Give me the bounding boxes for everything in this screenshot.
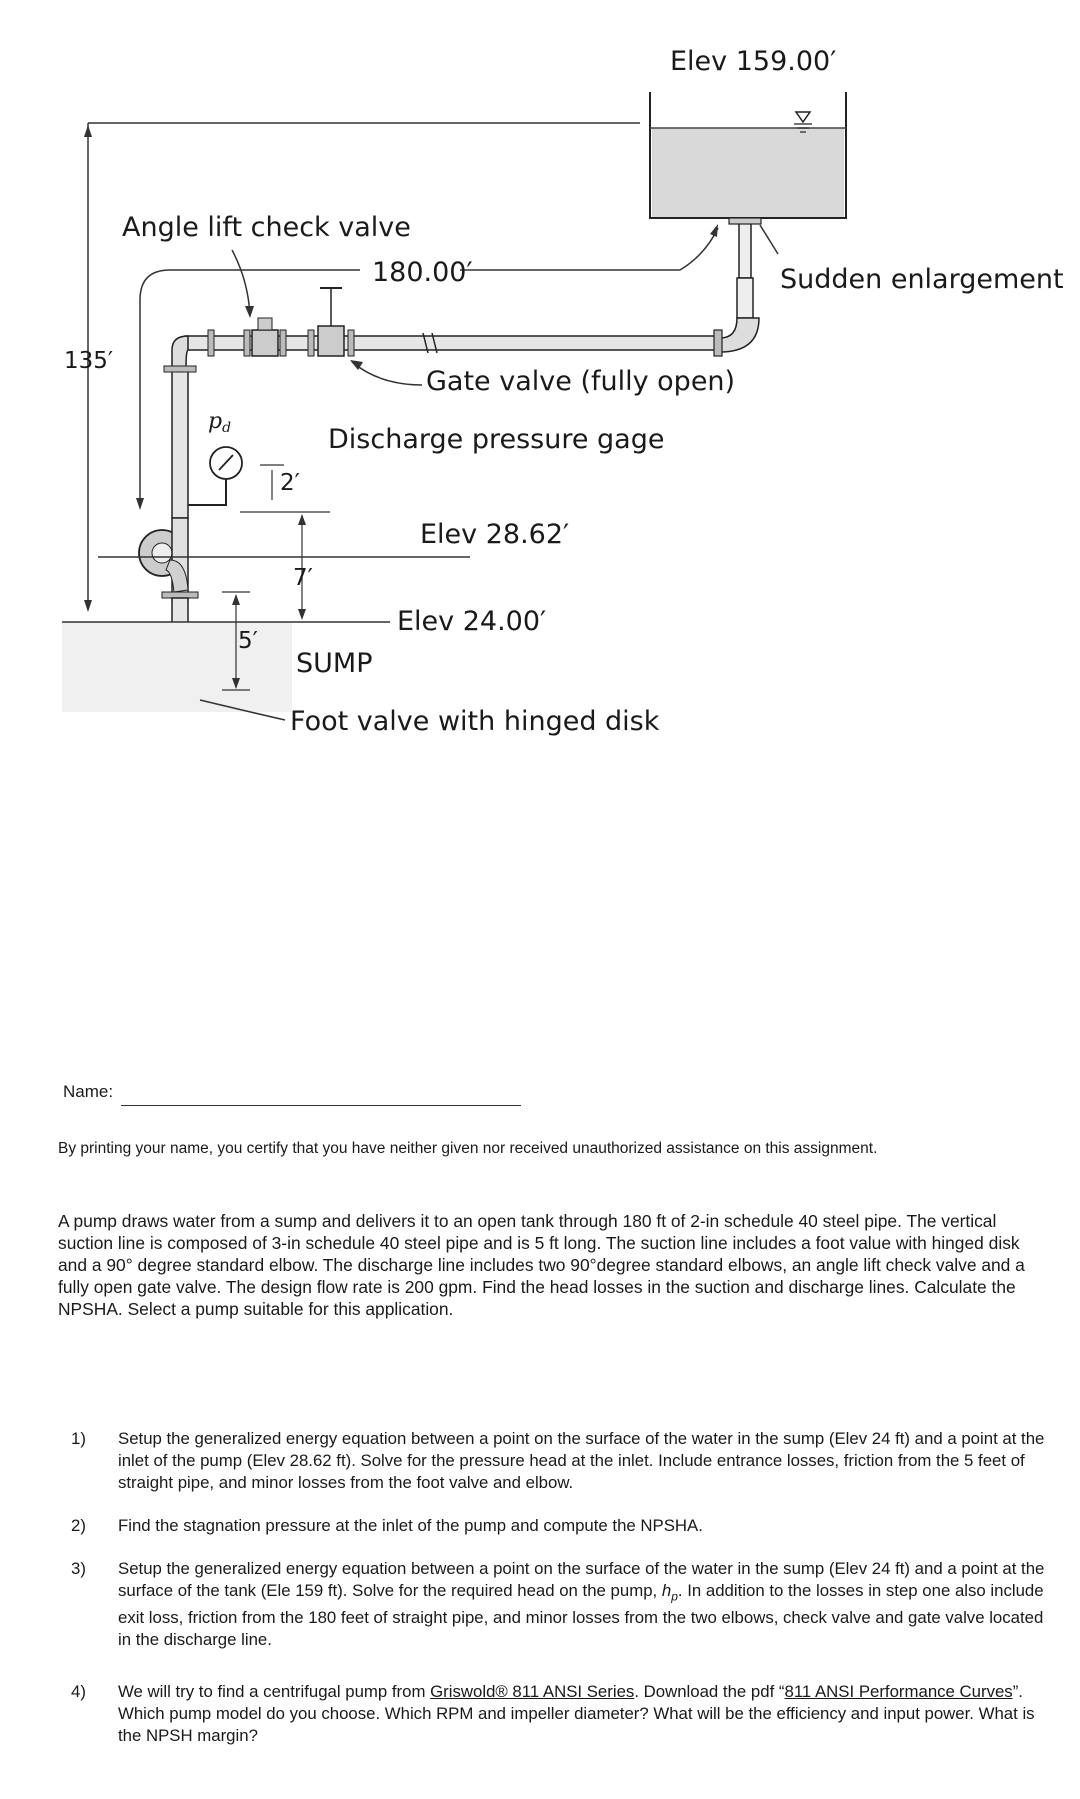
tank-inlet-pipe (720, 218, 761, 352)
question-4 (58, 1681, 1048, 1747)
elev-sump-label: Elev 24.00′ (397, 606, 547, 637)
dim-2-label: 2′ (280, 470, 300, 496)
question-text-cont: . Download the pdf “ (634, 1682, 785, 1702)
angle-valve-leader (232, 250, 250, 315)
sudden-enlargement-label: Sudden enlargement (780, 264, 1064, 295)
question-text: Find the stagnation pressure at the inlet of the pump and compute the NPSHA. (118, 1516, 703, 1535)
certification-statement: By printing your name, you certify that you have neither given nor received unauthorized assistance on this assignment. (58, 1140, 878, 1157)
pd-label: pd (208, 409, 232, 436)
griswold-link[interactable]: Griswold® 811 ANSI Series (430, 1682, 635, 1702)
sump-label: SUMP (296, 648, 373, 679)
sudden-leader (760, 225, 778, 254)
tank (650, 92, 846, 218)
pump-system-diagram (0, 0, 1080, 760)
discharge-gage-label: Discharge pressure gage (328, 424, 665, 455)
question-text: Setup the generalized energy equation between a point on the surface of the water in the sump (Elev 24 ft) and a point at the inlet of the pump (Elev 28.62 ft). Solve for the pressure head at the inlet. Include entrance losses, friction from the 5 feet of straight pipe, and minor losses from the foot valve and elbow. (118, 1429, 1045, 1492)
gate-leader (352, 362, 422, 385)
head-variable-sub: p (671, 1589, 678, 1604)
dim-7-label: 7′ (293, 565, 313, 591)
problem-statement: A pump draws water from a sump and delivers it to an open tank through 180 ft of 2-in schedule 40 steel pipe. The vertical suction line is composed of 3-in schedule 40 steel pipe and is 5 ft long. The suction line includes a foot value with hinged disk and a 90° degree standard elbow. The discharge line includes two 90°degree standard elbows, an angle lift check valve and a fully open gate valve. The design flow rate is 200 gpm. Find the head losses in the suction and discharge lines. Calculate the NPSHA. Select a pump suitable for this application. (58, 1211, 1025, 1319)
upper-elbow (172, 336, 188, 370)
question-text-cont: . In addition to the losses in step one also include exit loss, friction from the 180 feet of straight pipe, and minor losses from the two elbows, check valve and gate valve located in the discharge line. (118, 1581, 1044, 1650)
elev-pump-label: Elev 28.62′ (420, 519, 570, 550)
pressure-gage (188, 447, 242, 505)
height-135-label: 135′ (64, 348, 114, 374)
foot-valve-label: Foot valve with hinged disk (290, 706, 660, 737)
elev-tank-label: Elev 159.00′ (670, 46, 837, 77)
name-label: Name: (63, 1082, 114, 1101)
angle-valve-label: Angle lift check valve (122, 212, 411, 243)
performance-curves-link[interactable]: 811 ANSI Performance Curves (784, 1682, 1013, 1702)
question-text-end: ”. Which pump model do you choose. Which RPM and impeller diameter? What will be the efficiency and input power. What is the NPSH margin? (118, 1682, 1035, 1746)
question-number: 2) (71, 1516, 86, 1535)
question-3 (58, 1558, 1048, 1651)
name-field[interactable] (121, 1105, 521, 1106)
question-list (58, 1428, 1048, 1768)
length-label: 180.00′ (372, 257, 473, 288)
head-variable: h (661, 1581, 672, 1600)
question-number: 1) (71, 1429, 86, 1448)
question-1 (58, 1428, 1048, 1494)
gate-valve-label: Gate valve (fully open) (426, 366, 736, 397)
question-text: We will try to find a centrifugal pump from (118, 1682, 431, 1702)
question-text: Setup the generalized energy equation between a point on the surface of the water in the sump (Elev 24 ft) and a point at the surface of the tank (Ele 159 ft). Solve for the required head on the pump, (118, 1559, 1045, 1600)
discharge-riser (172, 368, 188, 518)
dim-5-label: 5′ (238, 628, 258, 654)
question-2 (58, 1515, 1048, 1537)
pump (139, 518, 188, 600)
question-number: 4) (71, 1682, 86, 1702)
question-number: 3) (71, 1559, 86, 1578)
